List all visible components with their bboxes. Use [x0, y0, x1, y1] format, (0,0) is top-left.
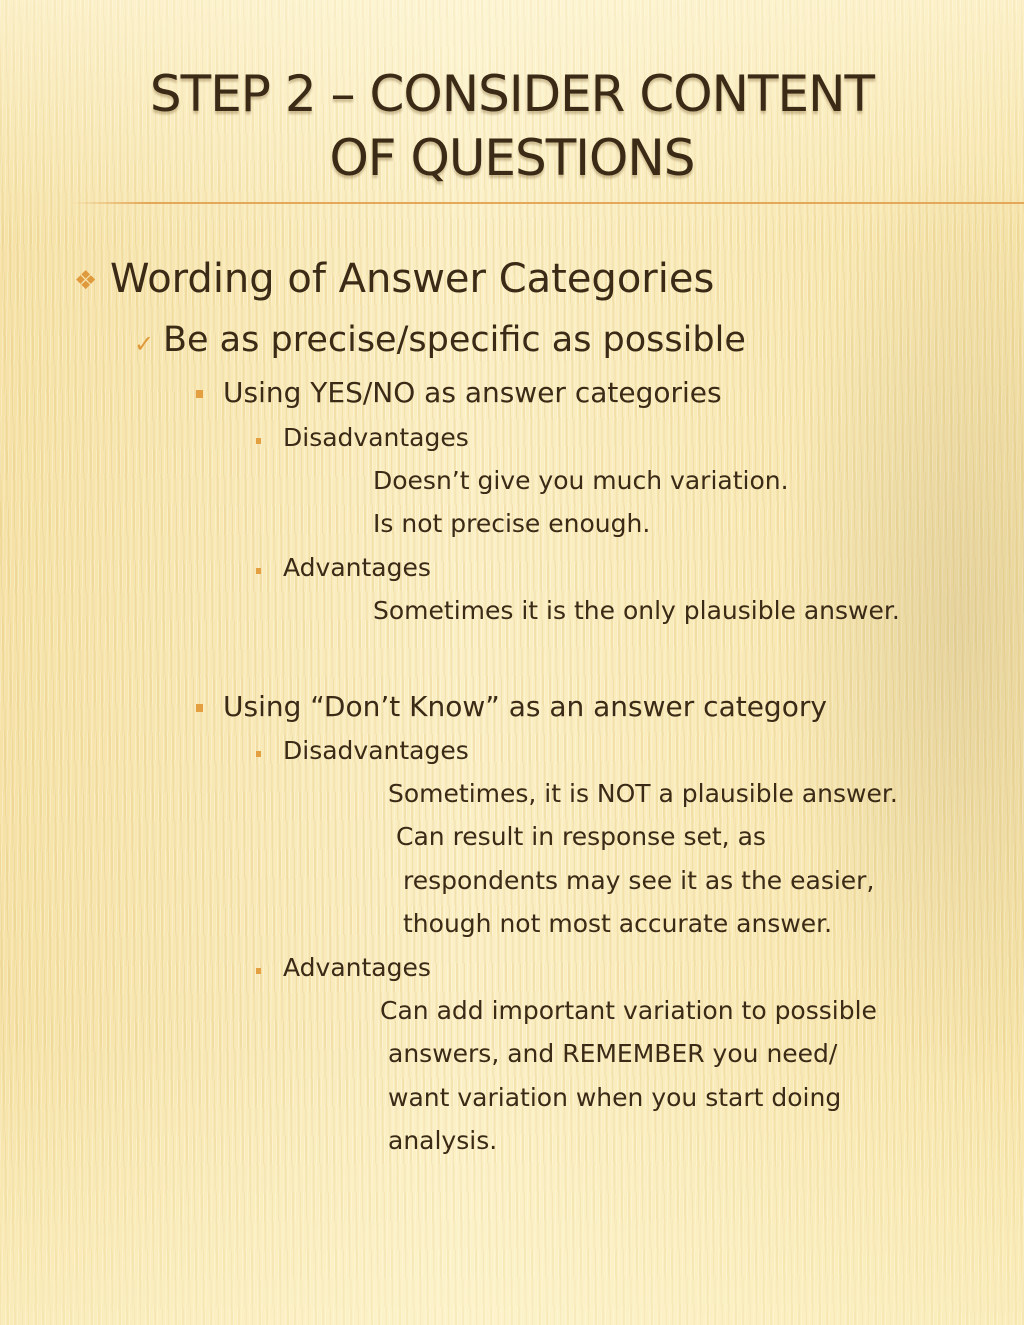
- dont-know-disadvantage-text: Can result in response set, as: [396, 822, 766, 851]
- slide-title-line-2: OF QUESTIONS: [329, 129, 695, 187]
- yes-no-advantage-text: Sometimes it is the only plausible answer.: [373, 596, 900, 625]
- dont-know-advantage-text: Can add important variation to possible: [380, 996, 877, 1025]
- small-square-bullet-icon: [256, 568, 261, 574]
- heading-wording-of-answer-categories: Wording of Answer Categories: [110, 256, 715, 302]
- small-square-bullet-icon: [256, 438, 261, 444]
- dont-know-disadvantage-text: respondents may see it as the easier,: [403, 866, 875, 895]
- square-bullet-icon: [196, 704, 203, 712]
- slide-title: [60, 62, 964, 190]
- dont-know-disadvantage-text: Sometimes, it is NOT a plausible answer.: [388, 779, 898, 808]
- small-square-bullet-icon: [256, 751, 261, 757]
- yes-no-disadvantages-label: Disadvantages: [283, 423, 469, 452]
- yes-no-disadvantage-text: Doesn’t give you much variation.: [373, 466, 789, 495]
- diamond-bullet-icon: ❖: [74, 266, 98, 296]
- item-dont-know-category: Using “Don’t Know” as an answer category: [223, 690, 827, 723]
- check-mark-bullet-icon: ✓: [134, 330, 155, 358]
- dont-know-advantage-text: want variation when you start doing: [388, 1083, 842, 1112]
- title-divider: [70, 202, 1024, 204]
- dont-know-advantages-label: Advantages: [283, 953, 431, 982]
- yes-no-advantages-label: Advantages: [283, 553, 431, 582]
- dont-know-advantage-text: analysis.: [388, 1126, 498, 1155]
- small-square-bullet-icon: [256, 968, 261, 974]
- dont-know-disadvantages-label: Disadvantages: [283, 736, 469, 765]
- item-yes-no-categories: Using YES/NO as answer categories: [223, 376, 722, 409]
- dont-know-advantage-text: answers, and REMEMBER you need/: [388, 1039, 838, 1068]
- subheading-be-precise: Be as precise/specific as possible: [163, 320, 746, 360]
- dont-know-disadvantage-text: though not most accurate answer.: [403, 909, 833, 938]
- slide-title-line-1: STEP 2 – CONSIDER CONTENT: [149, 65, 875, 123]
- square-bullet-icon: [196, 390, 203, 398]
- yes-no-disadvantage-text: Is not precise enough.: [373, 509, 651, 538]
